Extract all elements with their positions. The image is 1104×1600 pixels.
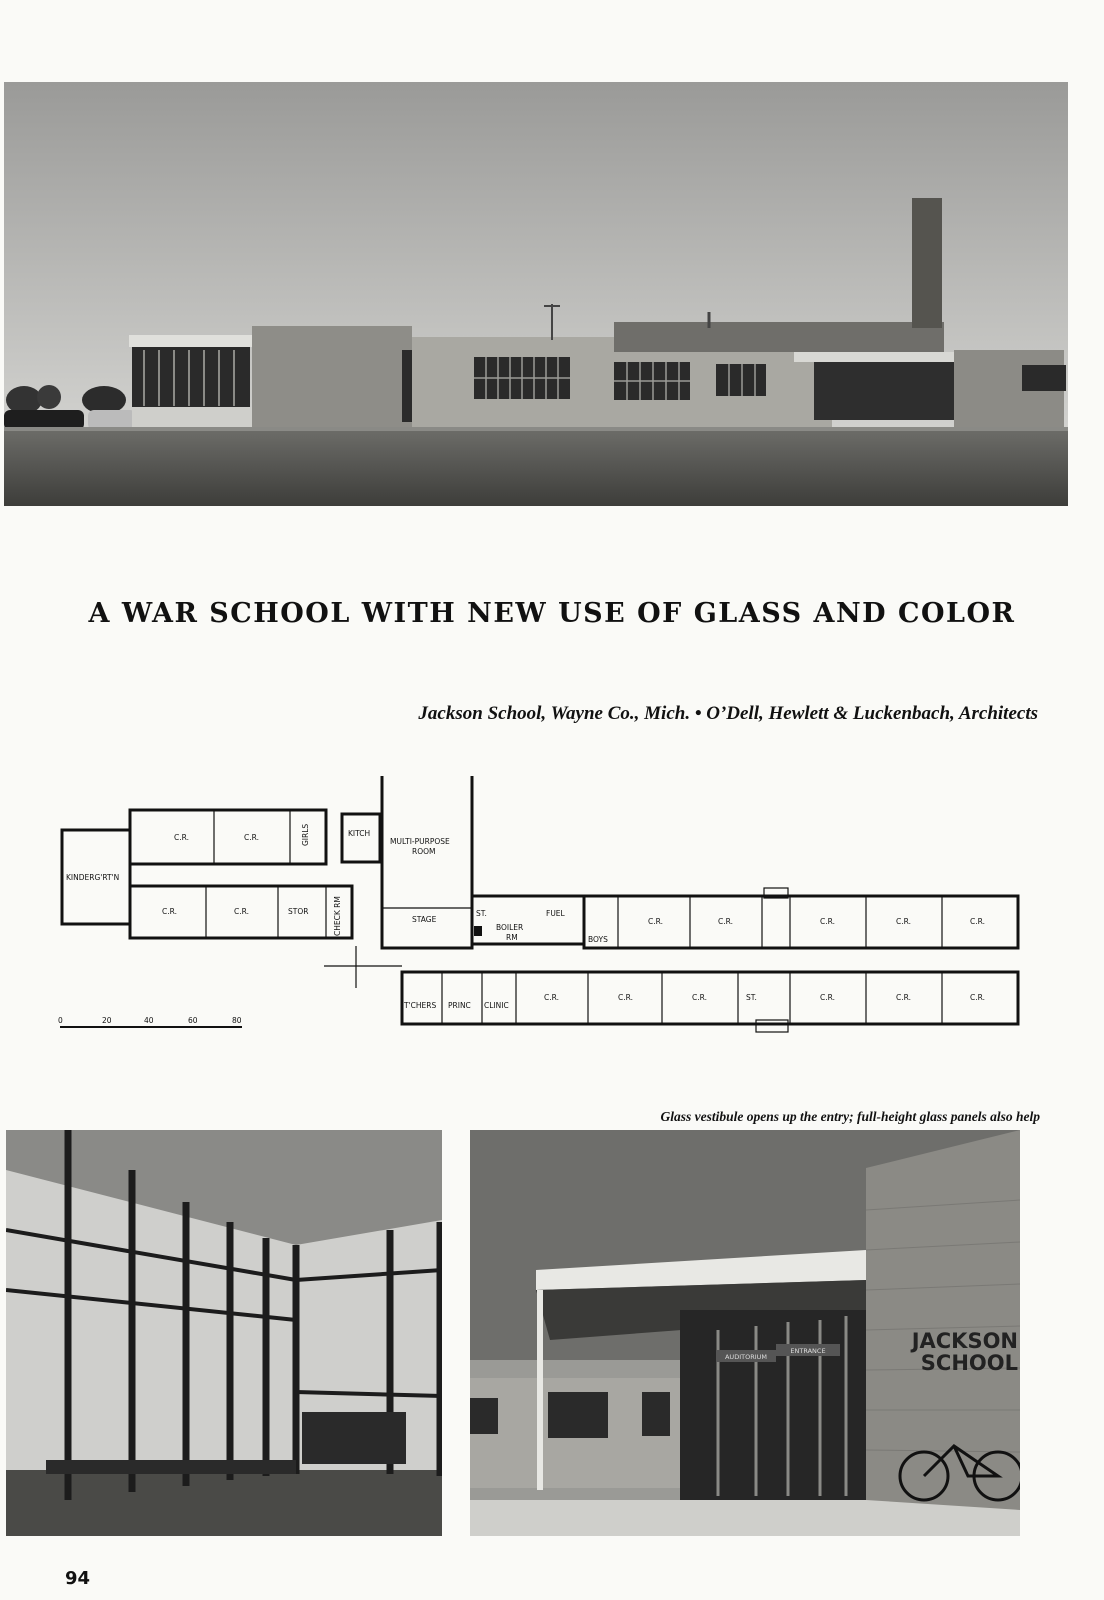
plan-label-cr: C.R. bbox=[544, 993, 559, 1002]
plan-label-cr: C.R. bbox=[234, 907, 249, 916]
plan-label-cr: C.R. bbox=[718, 917, 733, 926]
door-sign-auditorium: AUDITORIUM bbox=[724, 1353, 768, 1361]
plan-label-cr: C.R. bbox=[648, 917, 663, 926]
entrance-photo bbox=[470, 1130, 1020, 1536]
plan-label-boiler: RM bbox=[506, 933, 518, 942]
plan-label-boys: BOYS bbox=[588, 935, 608, 944]
plan-label-cr: C.R. bbox=[820, 917, 835, 926]
plan-label-check-rm: CHECK RM bbox=[333, 896, 342, 936]
plan-label-cr: C.R. bbox=[618, 993, 633, 1002]
sign-school: SCHOOL bbox=[920, 1351, 1018, 1375]
plan-label-cr: C.R. bbox=[820, 993, 835, 1002]
vestibule-interior-photo bbox=[6, 1130, 442, 1536]
scale-label: 40 bbox=[144, 1016, 154, 1025]
plan-label-cr: C.R. bbox=[896, 917, 911, 926]
plan-label-st: ST. bbox=[746, 993, 757, 1002]
scale-label: 60 bbox=[188, 1016, 198, 1025]
sign-jackson: JACKSON bbox=[911, 1329, 1018, 1353]
plan-label-cr: C.R. bbox=[970, 917, 985, 926]
scale-label: 80 bbox=[232, 1016, 242, 1025]
exterior-photo bbox=[4, 82, 1068, 506]
plan-label-cr: C.R. bbox=[162, 907, 177, 916]
plan-label-teachers: T'CHERS bbox=[404, 1001, 437, 1010]
plan-label-stor: STOR bbox=[288, 907, 309, 916]
plan-label-cr: C.R. bbox=[970, 993, 985, 1002]
plan-label-cr: C.R. bbox=[692, 993, 707, 1002]
floor-plan bbox=[56, 776, 1052, 1076]
plan-label-cr: C.R. bbox=[896, 993, 911, 1002]
plan-label-kitchen: KITCH bbox=[348, 829, 371, 838]
plan-label-st: ST. bbox=[476, 909, 487, 918]
plan-label-cr: C.R. bbox=[244, 833, 259, 842]
plan-label-fuel: FUEL bbox=[546, 909, 565, 918]
plan-label-cr: C.R. bbox=[174, 833, 189, 842]
door-sign-entrance: ENTRANCE bbox=[790, 1347, 826, 1355]
plan-label-multipurpose: MULTI-PURPOSE bbox=[390, 837, 450, 846]
plan-label-clinic: CLINIC bbox=[484, 1001, 509, 1010]
plan-label-stage: STAGE bbox=[412, 915, 437, 924]
page-headline: A WAR SCHOOL WITH NEW USE OF GLASS AND COLOR bbox=[88, 598, 1016, 629]
plan-label-boiler: BOILER bbox=[496, 923, 524, 932]
page-number: 94 bbox=[65, 1568, 91, 1589]
plan-label-girls: GIRLS bbox=[301, 823, 310, 846]
scale-label: 20 bbox=[102, 1016, 112, 1025]
photo-caption: Glass vestibule opens up the entry; full-height glass panels also help bbox=[660, 1109, 1040, 1124]
plan-label-multipurpose: ROOM bbox=[412, 847, 436, 856]
project-credit: Jackson School, Wayne Co., Mich. • O’Dell, Hewlett & Luckenbach, Architects bbox=[418, 703, 1038, 724]
plan-label-princ: PRINC bbox=[448, 1001, 471, 1010]
scale-label: 0 bbox=[58, 1016, 63, 1025]
plan-label-kindergarten: KINDERG'RT'N bbox=[66, 873, 120, 882]
